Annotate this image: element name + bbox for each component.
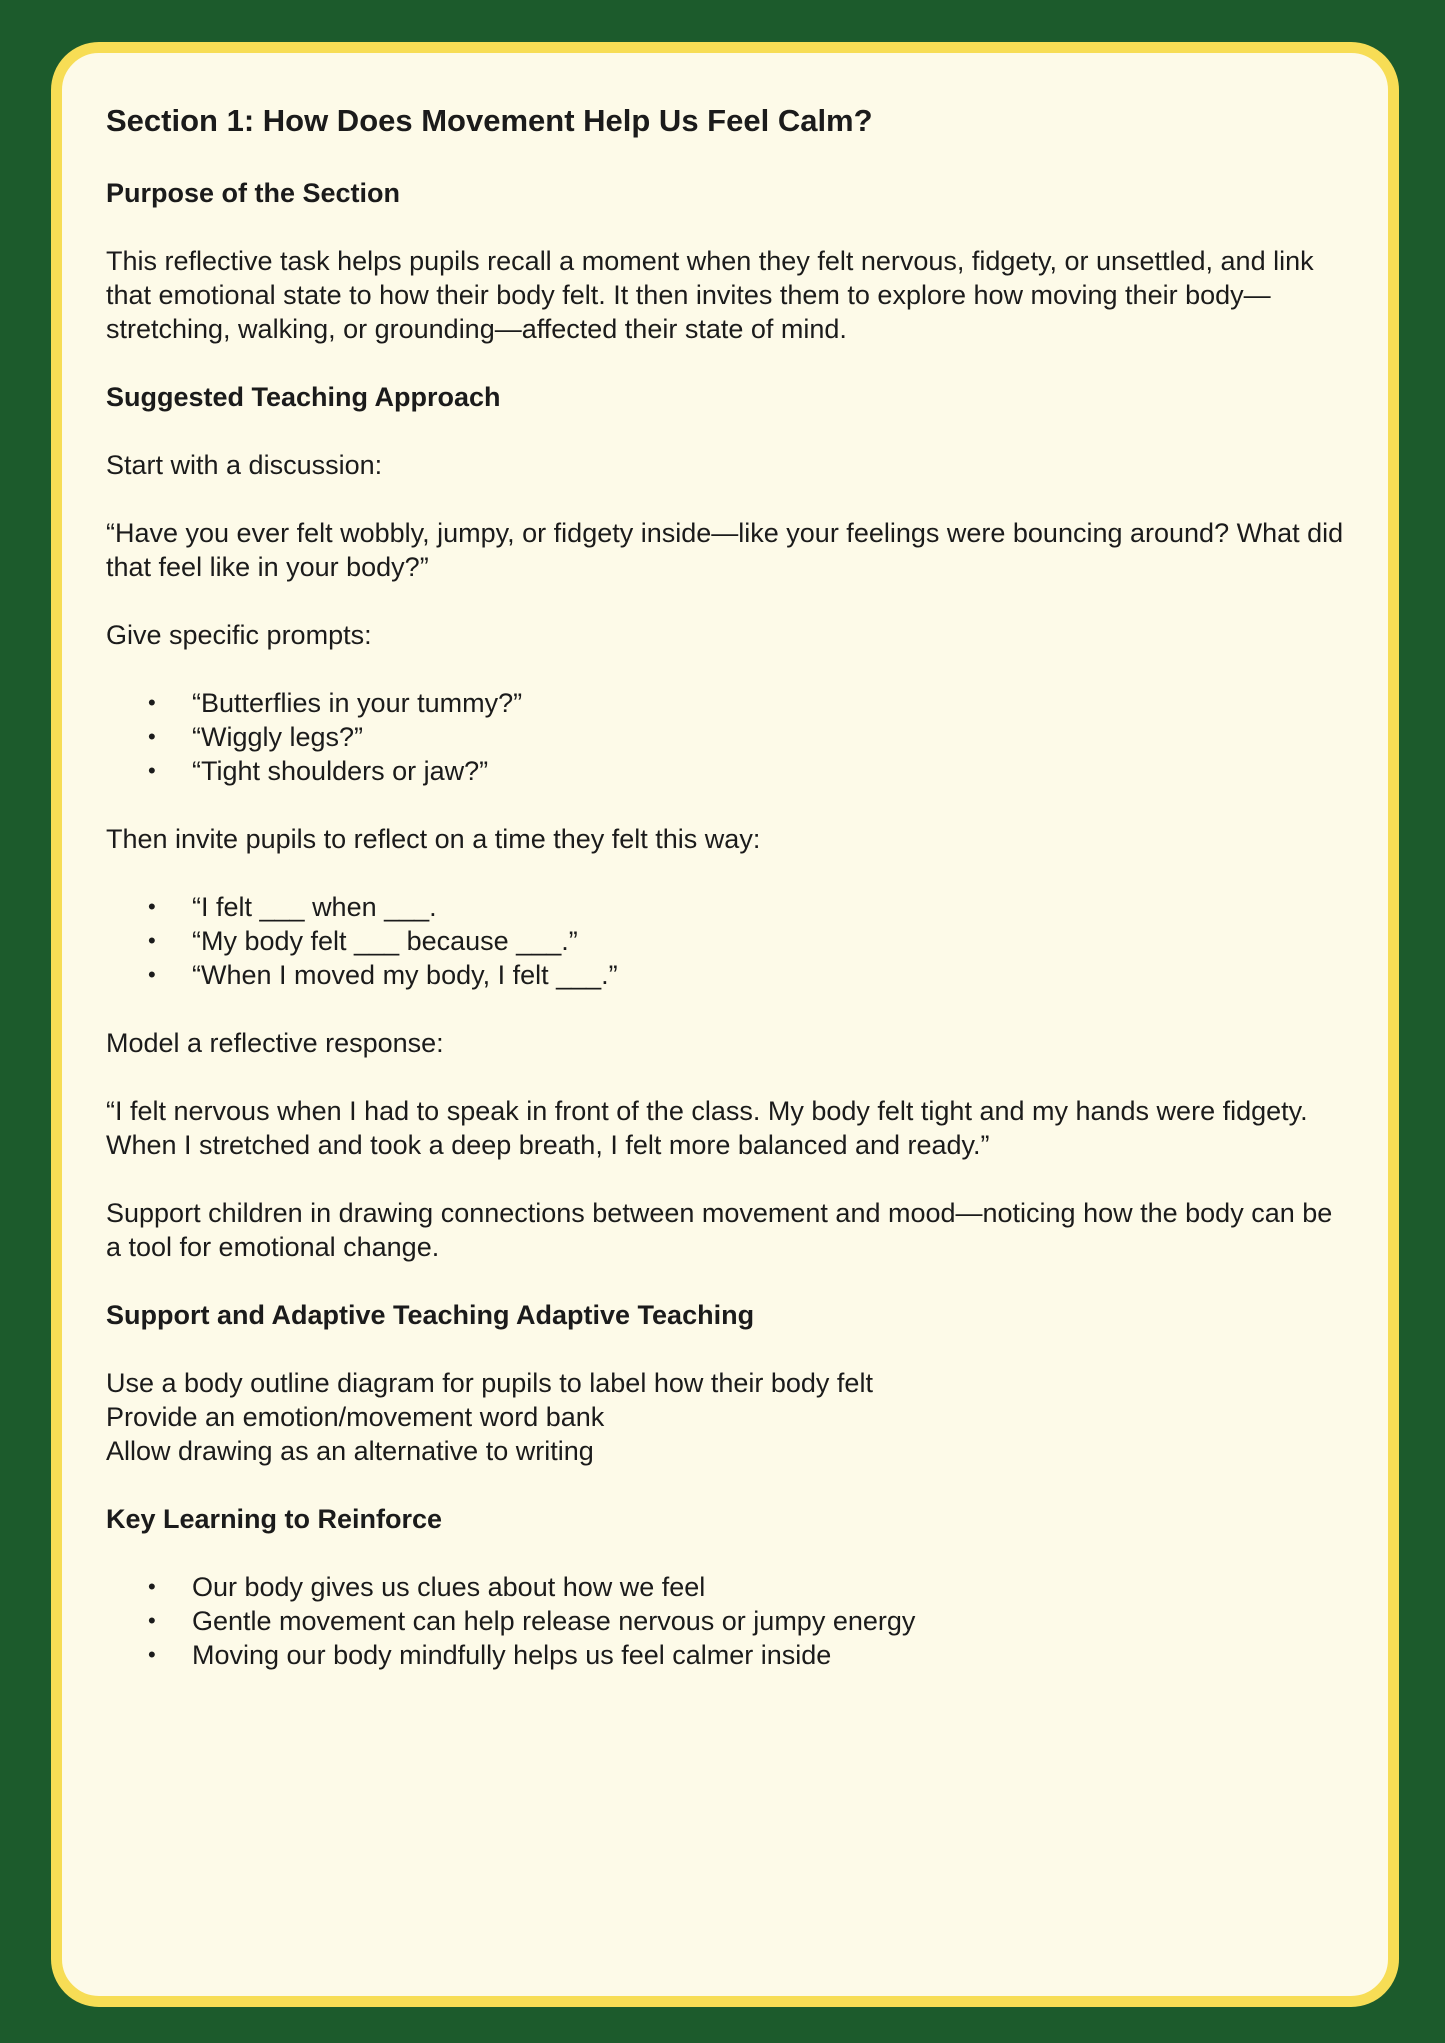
prompts-label: Give specific prompts: <box>106 620 372 650</box>
list-item-text: “Tight shoulders or jaw?” <box>192 756 489 786</box>
adaptive-line: Allow drawing as an alternative to writing <box>106 1436 594 1466</box>
list-item <box>106 1604 1346 1638</box>
list-item-text: Moving our body mindfully helps us feel calmer inside <box>192 1640 832 1670</box>
bullet-icon: • <box>148 962 156 987</box>
list-item-text: Our body gives us clues about how we feel <box>192 1572 706 1602</box>
reflect-label: Then invite pupils to reflect on a time they felt this way: <box>106 824 761 854</box>
list-item <box>106 890 1346 924</box>
adaptive-heading: Support and Adaptive Teaching Adaptive Teaching <box>106 1300 755 1330</box>
key-learning-list <box>106 1570 1346 1672</box>
bullet-icon: • <box>148 758 156 783</box>
purpose-text: This reflective task helps pupils recall a moment when they felt nervous, fidgety, or unsettled, and link that emotional state to how their body felt. It then invites them to explore how moving their body—stretching, walking, or grounding—affected their state of mind. <box>106 246 1314 344</box>
bullet-icon: • <box>148 1642 156 1667</box>
bullet-icon: • <box>148 1608 156 1633</box>
discussion-question: “Have you ever felt wobbly, jumpy, or fidgety inside—like your feelings were bouncing around? What did that feel like in your body?” <box>106 518 1344 582</box>
list-item-text: Gentle movement can help release nervous or jumpy energy <box>192 1606 916 1636</box>
list-item <box>106 754 1346 788</box>
model-response: “I felt nervous when I had to speak in front of the class. My body felt tight and my hands were fidgety. When I stretched and took a deep breath, I felt more balanced and ready.” <box>106 1096 1308 1160</box>
list-item-text: “Butterflies in your tummy?” <box>192 688 523 718</box>
adaptive-lines <box>106 1366 1346 1468</box>
list-item-text: “I felt ___ when ___. <box>192 892 437 922</box>
support-text: Support children in drawing connections between movement and mood—noticing how the body can be a tool for emotional change. <box>106 1198 1333 1262</box>
list-item <box>106 924 1346 958</box>
purpose-heading: Purpose of the Section <box>106 178 401 208</box>
bullet-icon: • <box>148 690 156 715</box>
bullet-icon: • <box>148 894 156 919</box>
page-title: Section 1: How Does Movement Help Us Feel Calm? <box>106 103 873 138</box>
prompts-list <box>106 686 1346 788</box>
list-item <box>106 1570 1346 1604</box>
bullet-icon: • <box>148 928 156 953</box>
list-item <box>106 958 1346 992</box>
bullet-icon: • <box>148 1574 156 1599</box>
bullet-icon: • <box>148 724 156 749</box>
list-item-text: “Wiggly legs?” <box>192 722 364 752</box>
list-item-text: “My body felt ___ because ___.” <box>192 926 578 956</box>
approach-intro: Start with a discussion: <box>106 450 383 480</box>
list-item <box>106 1638 1346 1672</box>
approach-heading: Suggested Teaching Approach <box>106 382 501 412</box>
adaptive-line: Use a body outline diagram for pupils to label how their body felt <box>106 1368 873 1398</box>
list-item-text: “When I moved my body, I felt ___.” <box>192 960 618 990</box>
key-learning-heading: Key Learning to Reinforce <box>106 1504 443 1534</box>
model-label: Model a reflective response: <box>106 1028 444 1058</box>
document-content <box>106 100 1346 1706</box>
adaptive-line: Provide an emotion/movement word bank <box>106 1402 605 1432</box>
list-item <box>106 686 1346 720</box>
list-item <box>106 720 1346 754</box>
sentence-stems-list <box>106 890 1346 992</box>
